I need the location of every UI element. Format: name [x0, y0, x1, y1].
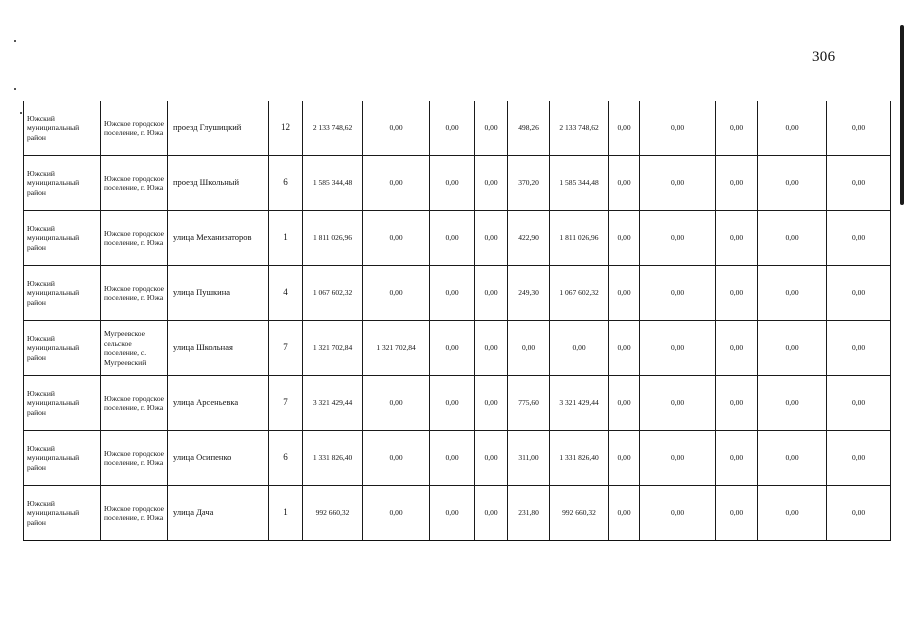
registry-table-container: [23, 101, 891, 541]
count-cell: 4: [269, 266, 303, 321]
settlement-cell: Мугреевское сельское поселение, с. Мугреевский: [101, 321, 168, 376]
area-cell: 0,00: [508, 321, 550, 376]
value-cell: 0,00: [758, 101, 827, 156]
value-cell: 0,00: [475, 266, 508, 321]
district-cell: Южский муниципальный район: [24, 101, 101, 156]
value-cell: 0,00: [758, 376, 827, 431]
value-cell: 1 067 602,32: [550, 266, 609, 321]
street-cell: улица Дача: [168, 486, 269, 541]
value-cell: 0,00: [475, 211, 508, 266]
value-cell: 0,00: [363, 101, 430, 156]
value-cell: 0,00: [827, 101, 891, 156]
total-cost-cell: 1 067 602,32: [303, 266, 363, 321]
count-cell: 1: [269, 211, 303, 266]
value-cell: 0,00: [550, 321, 609, 376]
registry-table: [23, 101, 891, 541]
value-cell: 0,00: [640, 266, 716, 321]
value-cell: 0,00: [363, 431, 430, 486]
value-cell: 0,00: [430, 376, 475, 431]
area-cell: 775,60: [508, 376, 550, 431]
value-cell: 0,00: [827, 156, 891, 211]
value-cell: 0,00: [716, 376, 758, 431]
settlement-cell: Южское городское поселение, г. Южа: [101, 101, 168, 156]
total-cost-cell: 1 331 826,40: [303, 431, 363, 486]
area-cell: 422,90: [508, 211, 550, 266]
district-cell: Южский муниципальный район: [24, 156, 101, 211]
total-cost-cell: 1 321 702,84: [303, 321, 363, 376]
value-cell: 1 811 026,96: [550, 211, 609, 266]
count-cell: 12: [269, 101, 303, 156]
total-cost-cell: 3 321 429,44: [303, 376, 363, 431]
settlement-cell: Южское городское поселение, г. Южа: [101, 266, 168, 321]
value-cell: 0,00: [609, 101, 640, 156]
district-cell: Южский муниципальный район: [24, 486, 101, 541]
value-cell: 0,00: [363, 156, 430, 211]
value-cell: 0,00: [758, 486, 827, 541]
settlement-cell: Южское городское поселение, г. Южа: [101, 486, 168, 541]
value-cell: 0,00: [758, 156, 827, 211]
table-row: [24, 321, 891, 376]
value-cell: 0,00: [609, 156, 640, 211]
street-cell: проезд Глушицкий: [168, 101, 269, 156]
value-cell: 0,00: [609, 211, 640, 266]
scan-speck: [14, 88, 16, 90]
settlement-cell: Южское городское поселение, г. Южа: [101, 211, 168, 266]
value-cell: 0,00: [363, 266, 430, 321]
street-cell: улица Школьная: [168, 321, 269, 376]
value-cell: 0,00: [363, 211, 430, 266]
value-cell: 0,00: [640, 431, 716, 486]
value-cell: 0,00: [716, 486, 758, 541]
street-cell: улица Арсеньевка: [168, 376, 269, 431]
value-cell: 0,00: [475, 101, 508, 156]
value-cell: 2 133 748,62: [550, 101, 609, 156]
value-cell: 0,00: [827, 211, 891, 266]
district-cell: Южский муниципальный район: [24, 321, 101, 376]
settlement-cell: Южское городское поселение, г. Южа: [101, 376, 168, 431]
value-cell: 0,00: [609, 376, 640, 431]
value-cell: 0,00: [827, 376, 891, 431]
area-cell: 231,80: [508, 486, 550, 541]
street-cell: проезд Школьный: [168, 156, 269, 211]
street-cell: улица Осипенко: [168, 431, 269, 486]
total-cost-cell: 992 660,32: [303, 486, 363, 541]
area-cell: 370,20: [508, 156, 550, 211]
value-cell: 0,00: [640, 156, 716, 211]
value-cell: 0,00: [430, 156, 475, 211]
area-cell: 498,26: [508, 101, 550, 156]
value-cell: 0,00: [609, 486, 640, 541]
value-cell: 0,00: [430, 101, 475, 156]
value-cell: 0,00: [609, 431, 640, 486]
value-cell: 0,00: [430, 211, 475, 266]
street-cell: улица Механизаторов: [168, 211, 269, 266]
district-cell: Южский муниципальный район: [24, 376, 101, 431]
table-row: [24, 431, 891, 486]
count-cell: 6: [269, 156, 303, 211]
value-cell: 1 321 702,84: [363, 321, 430, 376]
count-cell: 1: [269, 486, 303, 541]
value-cell: 0,00: [475, 156, 508, 211]
value-cell: 0,00: [758, 266, 827, 321]
value-cell: 0,00: [716, 211, 758, 266]
scan-speck: [14, 40, 16, 42]
table-row: [24, 211, 891, 266]
page-number: 306: [812, 49, 836, 65]
street-cell: улица Пушкина: [168, 266, 269, 321]
value-cell: 0,00: [475, 321, 508, 376]
table-row: [24, 486, 891, 541]
district-cell: Южский муниципальный район: [24, 266, 101, 321]
value-cell: 0,00: [475, 486, 508, 541]
value-cell: 0,00: [827, 266, 891, 321]
value-cell: 0,00: [430, 431, 475, 486]
value-cell: 3 321 429,44: [550, 376, 609, 431]
value-cell: 0,00: [640, 321, 716, 376]
table-row: [24, 376, 891, 431]
settlement-cell: Южское городское поселение, г. Южа: [101, 431, 168, 486]
count-cell: 7: [269, 321, 303, 376]
value-cell: 0,00: [430, 486, 475, 541]
value-cell: 0,00: [758, 321, 827, 376]
table-body: [24, 101, 891, 541]
value-cell: 0,00: [363, 486, 430, 541]
value-cell: 0,00: [475, 376, 508, 431]
value-cell: 0,00: [716, 431, 758, 486]
value-cell: 0,00: [640, 376, 716, 431]
value-cell: 1 331 826,40: [550, 431, 609, 486]
value-cell: 0,00: [363, 376, 430, 431]
value-cell: 0,00: [609, 321, 640, 376]
total-cost-cell: 2 133 748,62: [303, 101, 363, 156]
value-cell: 992 660,32: [550, 486, 609, 541]
value-cell: 0,00: [758, 431, 827, 486]
value-cell: 0,00: [609, 266, 640, 321]
table-row: [24, 156, 891, 211]
value-cell: 0,00: [716, 321, 758, 376]
area-cell: 249,30: [508, 266, 550, 321]
value-cell: 0,00: [430, 266, 475, 321]
value-cell: 0,00: [640, 486, 716, 541]
count-cell: 7: [269, 376, 303, 431]
total-cost-cell: 1 585 344,48: [303, 156, 363, 211]
scan-speck: [20, 112, 22, 114]
count-cell: 6: [269, 431, 303, 486]
value-cell: 0,00: [716, 101, 758, 156]
value-cell: 1 585 344,48: [550, 156, 609, 211]
value-cell: 0,00: [716, 266, 758, 321]
district-cell: Южский муниципальный район: [24, 211, 101, 266]
value-cell: 0,00: [475, 431, 508, 486]
district-cell: Южский муниципальный район: [24, 431, 101, 486]
value-cell: 0,00: [827, 321, 891, 376]
value-cell: 0,00: [640, 101, 716, 156]
table-row: [24, 266, 891, 321]
value-cell: 0,00: [430, 321, 475, 376]
value-cell: 0,00: [716, 156, 758, 211]
value-cell: 0,00: [827, 431, 891, 486]
table-row: [24, 101, 891, 156]
total-cost-cell: 1 811 026,96: [303, 211, 363, 266]
scan-edge-mark: [900, 25, 904, 205]
value-cell: 0,00: [758, 211, 827, 266]
area-cell: 311,00: [508, 431, 550, 486]
value-cell: 0,00: [640, 211, 716, 266]
value-cell: 0,00: [827, 486, 891, 541]
settlement-cell: Южское городское поселение, г. Южа: [101, 156, 168, 211]
